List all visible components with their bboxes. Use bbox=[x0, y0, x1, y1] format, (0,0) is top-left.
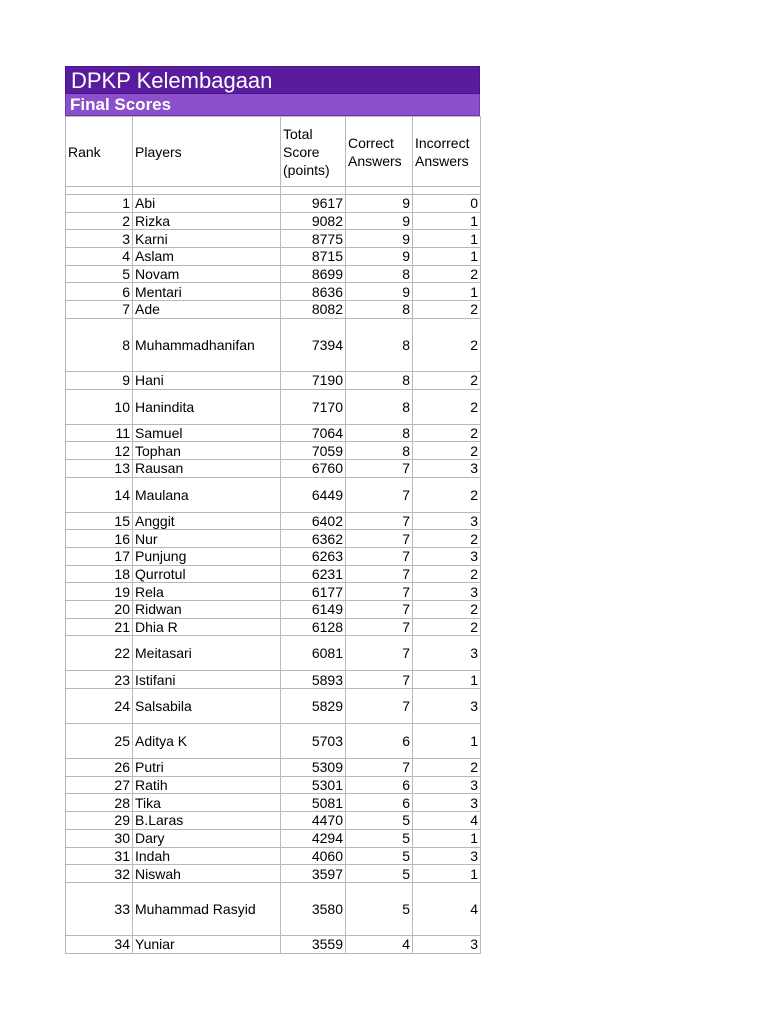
cell-incorrect: 3 bbox=[413, 689, 481, 724]
table-row bbox=[66, 618, 481, 636]
table-row bbox=[66, 689, 481, 724]
cell-score: 7170 bbox=[281, 389, 346, 424]
cell-score: 6128 bbox=[281, 618, 346, 636]
table-row bbox=[66, 829, 481, 847]
cell-incorrect: 1 bbox=[413, 865, 481, 883]
cell-player: Muhammad Rasyid bbox=[133, 882, 281, 935]
table-row bbox=[66, 847, 481, 865]
cell-incorrect: 0 bbox=[413, 195, 481, 213]
cell-score: 8699 bbox=[281, 265, 346, 283]
header-incorrect: Incorrect Answers bbox=[413, 117, 481, 187]
cell-score: 8636 bbox=[281, 283, 346, 301]
cell-rank: 17 bbox=[66, 547, 133, 565]
cell-score: 6263 bbox=[281, 547, 346, 565]
cell-incorrect: 3 bbox=[413, 512, 481, 530]
cell-score: 6177 bbox=[281, 583, 346, 601]
cell-rank: 7 bbox=[66, 301, 133, 319]
cell-player: Indah bbox=[133, 847, 281, 865]
cell-score: 9617 bbox=[281, 195, 346, 213]
cell-incorrect: 3 bbox=[413, 776, 481, 794]
cell-player: Putri bbox=[133, 759, 281, 777]
cell-correct: 8 bbox=[346, 442, 413, 460]
cell-correct: 6 bbox=[346, 724, 413, 759]
table-row bbox=[66, 389, 481, 424]
cell-incorrect: 2 bbox=[413, 601, 481, 619]
cell-correct: 5 bbox=[346, 812, 413, 830]
scores-table bbox=[65, 116, 481, 954]
table-row bbox=[66, 565, 481, 583]
cell-correct: 8 bbox=[346, 389, 413, 424]
table-row bbox=[66, 512, 481, 530]
cell-player: Yuniar bbox=[133, 935, 281, 953]
cell-rank: 16 bbox=[66, 530, 133, 548]
cell-correct: 8 bbox=[346, 301, 413, 319]
cell-incorrect: 2 bbox=[413, 318, 481, 371]
cell-rank: 33 bbox=[66, 882, 133, 935]
cell-correct: 9 bbox=[346, 230, 413, 248]
cell-score: 6449 bbox=[281, 477, 346, 512]
table-row bbox=[66, 230, 481, 248]
cell-score: 3597 bbox=[281, 865, 346, 883]
table-row bbox=[66, 530, 481, 548]
cell-incorrect: 1 bbox=[413, 230, 481, 248]
cell-player: B.Laras bbox=[133, 812, 281, 830]
cell-rank: 34 bbox=[66, 935, 133, 953]
cell-correct: 9 bbox=[346, 248, 413, 266]
cell-player: Ridwan bbox=[133, 601, 281, 619]
cell-score: 5309 bbox=[281, 759, 346, 777]
cell-rank: 2 bbox=[66, 212, 133, 230]
cell-correct: 7 bbox=[346, 512, 413, 530]
cell-player: Dhia R bbox=[133, 618, 281, 636]
table-row bbox=[66, 424, 481, 442]
cell-score: 4470 bbox=[281, 812, 346, 830]
cell-score: 6760 bbox=[281, 459, 346, 477]
cell-correct: 8 bbox=[346, 318, 413, 371]
scores-body bbox=[66, 195, 481, 954]
table-row bbox=[66, 935, 481, 953]
cell-player: Ratih bbox=[133, 776, 281, 794]
cell-incorrect: 2 bbox=[413, 301, 481, 319]
table-row bbox=[66, 248, 481, 266]
cell-incorrect: 3 bbox=[413, 459, 481, 477]
cell-correct: 9 bbox=[346, 283, 413, 301]
cell-rank: 30 bbox=[66, 829, 133, 847]
cell-player: Rausan bbox=[133, 459, 281, 477]
cell-correct: 7 bbox=[346, 530, 413, 548]
cell-incorrect: 4 bbox=[413, 882, 481, 935]
sheet-title: DPKP Kelembagaan bbox=[65, 66, 480, 94]
table-row bbox=[66, 301, 481, 319]
cell-correct: 6 bbox=[346, 794, 413, 812]
cell-score: 7394 bbox=[281, 318, 346, 371]
cell-score: 5081 bbox=[281, 794, 346, 812]
table-row bbox=[66, 212, 481, 230]
cell-rank: 4 bbox=[66, 248, 133, 266]
header-rank: Rank bbox=[66, 117, 133, 187]
cell-incorrect: 3 bbox=[413, 636, 481, 671]
cell-incorrect: 1 bbox=[413, 671, 481, 689]
cell-incorrect: 1 bbox=[413, 829, 481, 847]
cell-rank: 26 bbox=[66, 759, 133, 777]
cell-player: Maulana bbox=[133, 477, 281, 512]
cell-incorrect: 2 bbox=[413, 442, 481, 460]
cell-correct: 7 bbox=[346, 601, 413, 619]
cell-rank: 25 bbox=[66, 724, 133, 759]
cell-rank: 20 bbox=[66, 601, 133, 619]
score-sheet bbox=[65, 66, 480, 954]
cell-player: Dary bbox=[133, 829, 281, 847]
cell-incorrect: 1 bbox=[413, 248, 481, 266]
cell-score: 7190 bbox=[281, 371, 346, 389]
cell-incorrect: 2 bbox=[413, 477, 481, 512]
cell-score: 5829 bbox=[281, 689, 346, 724]
cell-score: 4060 bbox=[281, 847, 346, 865]
cell-incorrect: 3 bbox=[413, 583, 481, 601]
cell-rank: 22 bbox=[66, 636, 133, 671]
cell-player: Samuel bbox=[133, 424, 281, 442]
cell-rank: 12 bbox=[66, 442, 133, 460]
cell-correct: 5 bbox=[346, 829, 413, 847]
cell-incorrect: 2 bbox=[413, 371, 481, 389]
cell-player: Hanindita bbox=[133, 389, 281, 424]
cell-rank: 19 bbox=[66, 583, 133, 601]
table-row bbox=[66, 794, 481, 812]
cell-incorrect: 3 bbox=[413, 794, 481, 812]
cell-score: 5893 bbox=[281, 671, 346, 689]
cell-player: Rizka bbox=[133, 212, 281, 230]
cell-rank: 23 bbox=[66, 671, 133, 689]
cell-rank: 15 bbox=[66, 512, 133, 530]
cell-correct: 7 bbox=[346, 689, 413, 724]
cell-rank: 14 bbox=[66, 477, 133, 512]
cell-player: Qurrotul bbox=[133, 565, 281, 583]
cell-correct: 7 bbox=[346, 565, 413, 583]
cell-rank: 18 bbox=[66, 565, 133, 583]
cell-rank: 6 bbox=[66, 283, 133, 301]
cell-correct: 7 bbox=[346, 636, 413, 671]
cell-score: 6149 bbox=[281, 601, 346, 619]
cell-player: Punjung bbox=[133, 547, 281, 565]
cell-incorrect: 2 bbox=[413, 618, 481, 636]
cell-correct: 7 bbox=[346, 671, 413, 689]
cell-score: 6081 bbox=[281, 636, 346, 671]
cell-correct: 7 bbox=[346, 618, 413, 636]
cell-score: 9082 bbox=[281, 212, 346, 230]
header-spacer-row bbox=[66, 187, 481, 195]
cell-rank: 10 bbox=[66, 389, 133, 424]
cell-rank: 5 bbox=[66, 265, 133, 283]
cell-player: Mentari bbox=[133, 283, 281, 301]
cell-correct: 7 bbox=[346, 583, 413, 601]
cell-correct: 8 bbox=[346, 265, 413, 283]
header-correct: Correct Answers bbox=[346, 117, 413, 187]
cell-player: Aslam bbox=[133, 248, 281, 266]
table-row bbox=[66, 583, 481, 601]
cell-player: Salsabila bbox=[133, 689, 281, 724]
cell-score: 6231 bbox=[281, 565, 346, 583]
cell-player: Rela bbox=[133, 583, 281, 601]
table-row bbox=[66, 671, 481, 689]
cell-incorrect: 2 bbox=[413, 530, 481, 548]
cell-correct: 6 bbox=[346, 776, 413, 794]
cell-player: Tika bbox=[133, 794, 281, 812]
sheet-subtitle: Final Scores bbox=[65, 94, 480, 116]
cell-rank: 9 bbox=[66, 371, 133, 389]
table-row bbox=[66, 195, 481, 213]
cell-rank: 13 bbox=[66, 459, 133, 477]
cell-rank: 31 bbox=[66, 847, 133, 865]
header-total-score: Total Score (points) bbox=[281, 117, 346, 187]
table-row bbox=[66, 776, 481, 794]
cell-score: 8082 bbox=[281, 301, 346, 319]
cell-correct: 8 bbox=[346, 424, 413, 442]
cell-player: Meitasari bbox=[133, 636, 281, 671]
cell-player: Anggit bbox=[133, 512, 281, 530]
cell-score: 6362 bbox=[281, 530, 346, 548]
table-row bbox=[66, 724, 481, 759]
table-row bbox=[66, 882, 481, 935]
cell-rank: 8 bbox=[66, 318, 133, 371]
cell-score: 7059 bbox=[281, 442, 346, 460]
table-row bbox=[66, 477, 481, 512]
cell-correct: 7 bbox=[346, 759, 413, 777]
cell-correct: 7 bbox=[346, 459, 413, 477]
table-row bbox=[66, 318, 481, 371]
cell-incorrect: 2 bbox=[413, 389, 481, 424]
cell-incorrect: 3 bbox=[413, 935, 481, 953]
cell-incorrect: 3 bbox=[413, 847, 481, 865]
cell-incorrect: 2 bbox=[413, 759, 481, 777]
table-row bbox=[66, 759, 481, 777]
cell-rank: 21 bbox=[66, 618, 133, 636]
cell-score: 5703 bbox=[281, 724, 346, 759]
cell-incorrect: 2 bbox=[413, 565, 481, 583]
cell-player: Abi bbox=[133, 195, 281, 213]
cell-rank: 1 bbox=[66, 195, 133, 213]
table-row bbox=[66, 371, 481, 389]
cell-rank: 3 bbox=[66, 230, 133, 248]
cell-incorrect: 3 bbox=[413, 547, 481, 565]
cell-correct: 5 bbox=[346, 882, 413, 935]
cell-rank: 28 bbox=[66, 794, 133, 812]
table-row bbox=[66, 547, 481, 565]
header-row bbox=[66, 117, 481, 187]
cell-incorrect: 4 bbox=[413, 812, 481, 830]
table-row bbox=[66, 636, 481, 671]
cell-score: 5301 bbox=[281, 776, 346, 794]
cell-incorrect: 2 bbox=[413, 424, 481, 442]
cell-rank: 32 bbox=[66, 865, 133, 883]
cell-player: Istifani bbox=[133, 671, 281, 689]
table-row bbox=[66, 442, 481, 460]
cell-incorrect: 2 bbox=[413, 265, 481, 283]
cell-player: Hani bbox=[133, 371, 281, 389]
cell-score: 7064 bbox=[281, 424, 346, 442]
cell-score: 8715 bbox=[281, 248, 346, 266]
cell-player: Niswah bbox=[133, 865, 281, 883]
cell-correct: 4 bbox=[346, 935, 413, 953]
cell-player: Muhammadhanifan bbox=[133, 318, 281, 371]
table-row bbox=[66, 459, 481, 477]
table-row bbox=[66, 265, 481, 283]
cell-player: Nur bbox=[133, 530, 281, 548]
cell-correct: 5 bbox=[346, 865, 413, 883]
cell-player: Novam bbox=[133, 265, 281, 283]
cell-incorrect: 1 bbox=[413, 724, 481, 759]
cell-score: 6402 bbox=[281, 512, 346, 530]
cell-correct: 8 bbox=[346, 371, 413, 389]
cell-score: 8775 bbox=[281, 230, 346, 248]
cell-player: Karni bbox=[133, 230, 281, 248]
cell-player: Ade bbox=[133, 301, 281, 319]
cell-correct: 5 bbox=[346, 847, 413, 865]
cell-correct: 7 bbox=[346, 547, 413, 565]
cell-score: 4294 bbox=[281, 829, 346, 847]
cell-score: 3580 bbox=[281, 882, 346, 935]
cell-correct: 7 bbox=[346, 477, 413, 512]
cell-rank: 24 bbox=[66, 689, 133, 724]
cell-player: Tophan bbox=[133, 442, 281, 460]
table-row bbox=[66, 601, 481, 619]
cell-incorrect: 1 bbox=[413, 212, 481, 230]
table-row bbox=[66, 283, 481, 301]
table-row bbox=[66, 812, 481, 830]
header-players: Players bbox=[133, 117, 281, 187]
cell-score: 3559 bbox=[281, 935, 346, 953]
cell-player: Aditya K bbox=[133, 724, 281, 759]
table-row bbox=[66, 865, 481, 883]
cell-rank: 29 bbox=[66, 812, 133, 830]
cell-rank: 27 bbox=[66, 776, 133, 794]
cell-correct: 9 bbox=[346, 212, 413, 230]
cell-rank: 11 bbox=[66, 424, 133, 442]
cell-correct: 9 bbox=[346, 195, 413, 213]
cell-incorrect: 1 bbox=[413, 283, 481, 301]
